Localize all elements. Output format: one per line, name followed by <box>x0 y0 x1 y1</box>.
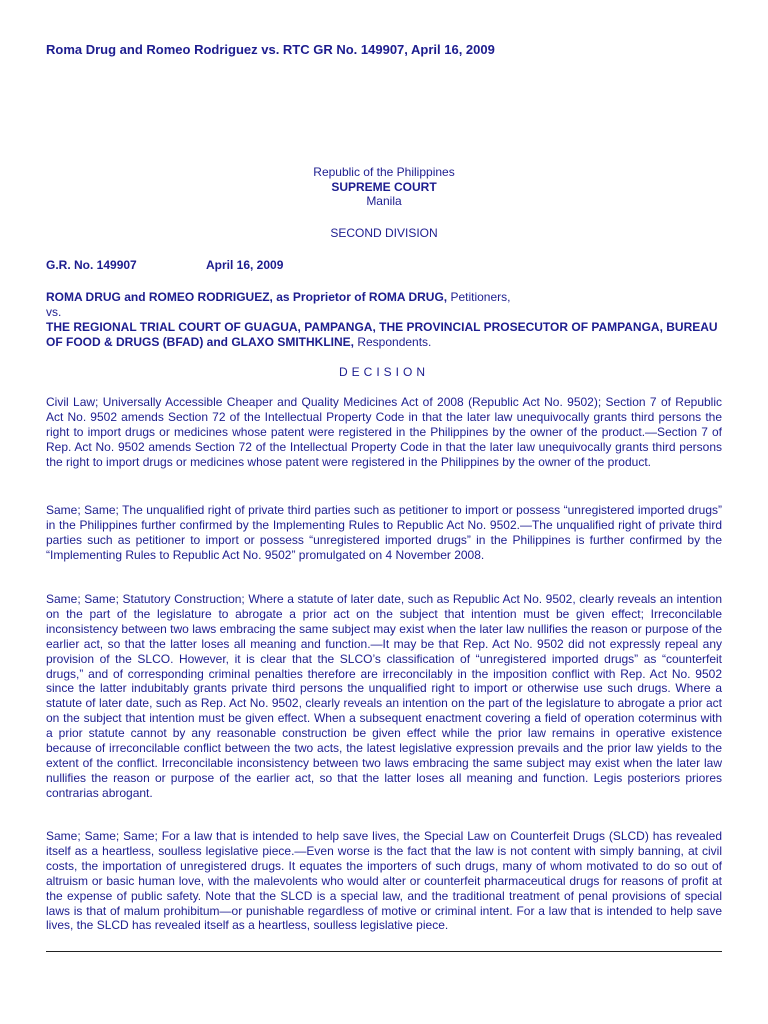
syllabus-paragraph: Civil Law; Universally Accessible Cheaper and Quality Medicines Act of 2008 (Republic Act No. 9502); Section 7 of Republic Act No. 9502 amends Section 72 of the Intellectual Property Code in that the later law unequivocally grants third persons the right to import drugs or medicines whose patent were registered in the Philippines by the owner of the product.—Section 7 of Rep. Act No. 9502 amends Section 72 of the Intellectual Property Code in that the later law unequivocally grants third persons the right to import drugs or medicines whose patent were registered in the Philippines by the owner of the product. <box>46 395 722 469</box>
court-city: Manila <box>366 194 402 208</box>
petitioners <box>46 290 722 305</box>
respondents-role: Respondents. <box>354 335 432 349</box>
decision-heading: DECISION <box>338 365 429 379</box>
case-date: April 16, 2009 <box>206 258 284 272</box>
document-title: Roma Drug and Romeo Rodriguez vs. RTC GR No. 149907, April 16, 2009 <box>46 42 495 57</box>
case-number-line <box>46 258 283 272</box>
case-parties <box>46 290 722 350</box>
petitioners-names: ROMA DRUG and ROMEO RODRIGUEZ, as Proprietor of ROMA DRUG, <box>46 290 448 304</box>
division-heading: SECOND DIVISION <box>330 226 438 240</box>
republic-line: Republic of the Philippines <box>313 165 455 179</box>
petitioners-role: Petitioners, <box>447 290 511 304</box>
respondents-names: THE REGIONAL TRIAL COURT OF GUAGUA, PAMPANGA, THE PROVINCIAL PROSECUTOR OF PAMPANGA, BUREAU OF FOOD & DRUGS (BFAD) and GLAXO SMITHKLINE, <box>46 320 718 349</box>
syllabus-paragraph: Same; Same; Statutory Construction; Where a statute of later date, such as Republic Act No. 9502, clearly reveals an intention on the part of the legislature to abrogate a prior act on the subject that intention must be given effect; Irreconcilable inconsistency between two laws embracing the same subject may exist when the later law nullifies the reason or purpose of the earlier act, so that the latter loses all meaning and function.—It may be that Rep. Act No. 9502 did not expressly repeal any provision of the SLCO. However, it is clear that the SLCO’s classification of “unregistered imported drugs” as “counterfeit drugs,” and of corresponding criminal penalties therefore are irreconcilably in the imposition conflict with Rep. Act No. 9502 since the latter indubitably grants private third persons the unqualified right to import or otherwise use such drugs. Where a statute of later date, such as Rep. Act No. 9502, clearly reveals an intention on the part of the legislature to abrogate a prior act on the subject that intention must be given effect. When a subsequent enactment covering a field of operation coterminus with a prior statute cannot by any reasonable construction be given effect while the prior law remains in operative existence because of irreconcilable conflict between the two acts, the latest legislative expression prevails and the prior law yields to the extent of the conflict. Irreconcilable inconsistency between two laws embracing the same subject may exist when the later law nullifies the reason or purpose of the earlier act, so that the latter loses all meaning and function. Legis posteriors priores contrarias abrogant. <box>46 592 722 800</box>
footer-divider <box>46 951 722 952</box>
syllabus-paragraph: Same; Same; The unqualified right of private third parties such as petitioner to import or possess “unregistered imported drugs” in the Philippines further confirmed by the Implementing Rules to Republic Act No. 9502.—The unqualified right of private third parties such as petitioner to import or possess “unregistered imported drugs” in the Philippines is further confirmed by the “Implementing Rules to Republic Act No. 9502” promulgated on 4 November 2008. <box>46 503 722 562</box>
syllabus-paragraph: Same; Same; Same; For a law that is intended to help save lives, the Special Law on Counterfeit Drugs (SLCD) has revealed itself as a heartless, soulless legislative piece.—Even worse is the fact that the law is not content with simply banning, at civil costs, the importation of unregistered drugs. It equates the importers of such drugs, many of whom motivated to do so out of altruism or basic human love, with the malevolents who would alter or counterfeit pharmaceutical drugs for reasons of profit at the expense of public safety. Note that the SLCD is a special law, and the traditional treatment of penal provisions of special laws is that of malum prohibitum—or punishable regardless of motive or criminal intent. For a law that is intended to help save lives, the SLCD has revealed itself as a heartless, soulless legislative piece. <box>46 829 722 933</box>
court-name: SUPREME COURT <box>331 180 437 194</box>
versus-text: vs. <box>46 305 62 319</box>
gr-number: G.R. No. 149907 <box>46 258 137 272</box>
respondents <box>46 320 722 350</box>
